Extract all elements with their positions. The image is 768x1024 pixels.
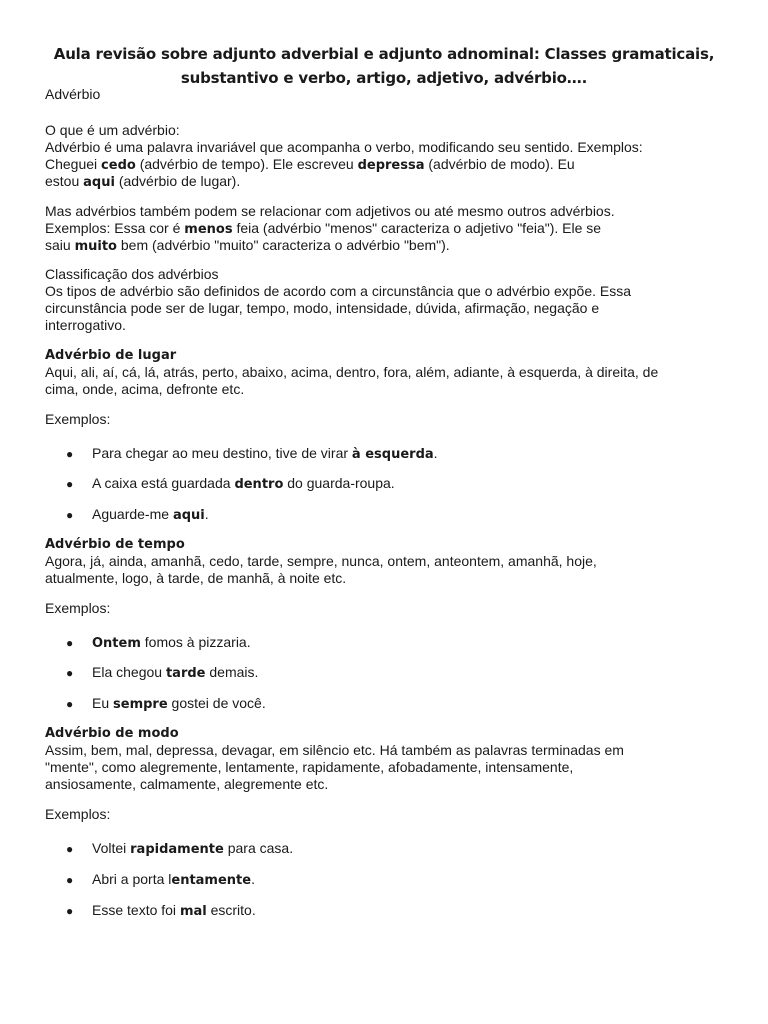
tempo-line: atualmente, logo, à tarde, de manhã, à noite etc. [45, 570, 347, 586]
tempo-heading: Advérbio de tempo [45, 537, 185, 552]
bullet-icon: ● [66, 636, 74, 650]
intro-line: Cheguei cedo (advérbio de tempo). Ele escreveu depressa (advérbio de modo). Eu [45, 156, 575, 173]
bullet-icon: ● [66, 904, 74, 918]
intro-line: Advérbio é uma palavra invariável que acompanha o verbo, modificando seu sentido. Exemplos: [45, 139, 643, 155]
classificacao-line: interrogativo. [45, 317, 126, 333]
lugar-examples-label: Exemplos: [45, 411, 111, 427]
modo-examples-label: Exemplos: [45, 806, 111, 822]
bullet-icon: ● [66, 842, 74, 856]
para2-line: Exemplos: Essa cor é menos feia (advérbio "menos" caracteriza o adjetivo "feia"). Ele se [45, 220, 602, 237]
section-label-adverbio: Advérbio [45, 86, 101, 102]
bullet-icon: ● [66, 697, 74, 711]
intro-question: O que é um advérbio: [45, 122, 180, 138]
title-line-1: Aula revisão sobre adjunto adverbial e adjunto adnominal: Classes gramaticais, [53, 45, 715, 63]
bullet-icon: ● [66, 477, 74, 491]
lugar-line: cima, onde, acima, defronte etc. [45, 381, 245, 397]
list-item: ● Ontem fomos à pizzaria. [66, 634, 251, 651]
page-title [40, 42, 728, 90]
modo-line: ansiosamente, calmamente, alegremente etc. [45, 776, 329, 792]
list-item: ● A caixa está guardada dentro do guarda-roupa. [66, 475, 395, 492]
bullet-icon: ● [66, 873, 74, 887]
list-item: ● Aguarde-me aqui. [66, 506, 209, 523]
intro-line: estou aqui (advérbio de lugar). [45, 173, 241, 190]
bullet-icon: ● [66, 447, 74, 461]
modo-line: Assim, bem, mal, depressa, devagar, em silêncio etc. Há também as palavras terminadas em [45, 742, 624, 758]
lugar-heading: Advérbio de lugar [45, 348, 177, 363]
para2-line: Mas advérbios também podem se relacionar com adjetivos ou até mesmo outros advérbios. [45, 203, 615, 219]
tempo-line: Agora, já, ainda, amanhã, cedo, tarde, sempre, nunca, ontem, anteontem, amanhã, hoje, [45, 553, 597, 569]
lugar-line: Aqui, ali, aí, cá, lá, atrás, perto, abaixo, acima, dentro, fora, além, adiante, à esquerda, à direita, de [45, 364, 659, 380]
list-item: ● Abri a porta lentamente. [66, 871, 255, 888]
title-line-2: substantivo e verbo, artigo, adjetivo, advérbio…. [180, 69, 588, 87]
list-item: ● Para chegar ao meu destino, tive de virar à esquerda. [66, 445, 438, 462]
modo-line: "mente", como alegremente, lentamente, rapidamente, afobadamente, intensamente, [45, 759, 574, 775]
classificacao-line: circunstância pode ser de lugar, tempo, modo, intensidade, dúvida, afirmação, negação e [45, 300, 600, 316]
tempo-examples-label: Exemplos: [45, 600, 111, 616]
classificacao-line: Os tipos de advérbio são definidos de acordo com a circunstância que o advérbio expõe. Essa [45, 283, 632, 299]
modo-heading: Advérbio de modo [45, 726, 179, 741]
list-item: ● Voltei rapidamente para casa. [66, 840, 294, 857]
list-item: ● Esse texto foi mal escrito. [66, 902, 256, 919]
para2-line: saiu muito bem (advérbio "muito" caracteriza o advérbio "bem"). [45, 237, 450, 254]
list-item: ● Ela chegou tarde demais. [66, 664, 259, 681]
bullet-icon: ● [66, 666, 74, 680]
list-item: ● Eu sempre gostei de você. [66, 695, 266, 712]
bullet-icon: ● [66, 508, 74, 522]
classificacao-heading: Classificação dos advérbios [45, 266, 219, 282]
